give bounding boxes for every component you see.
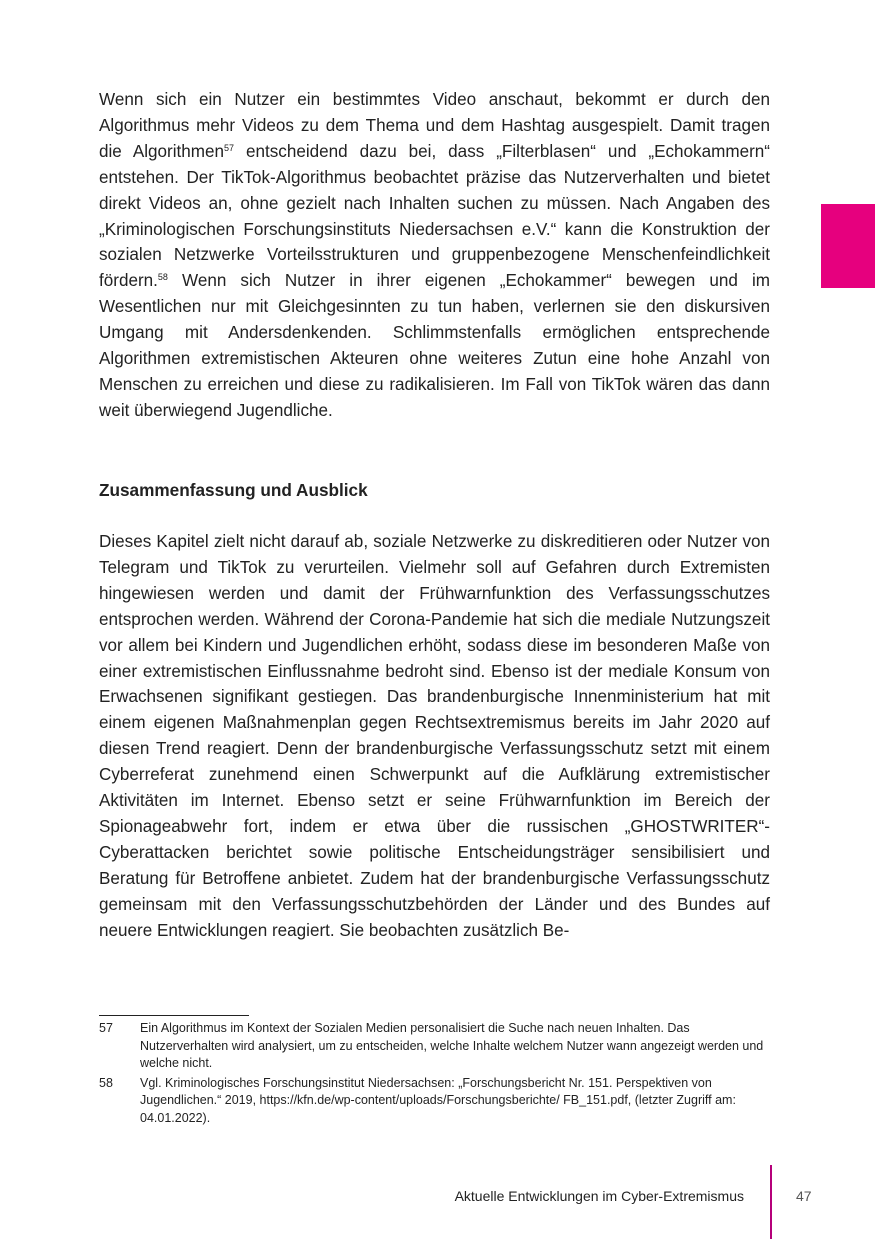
paragraph-1-part-2: entscheidend dazu bei, dass „Filterblasen“ und „Echokammern“ entstehen. Der TikTok-Algorithmus beobachtet präzise das Nutzerverhalten und bietet direkt Videos an, ohne gezielt nach Inhalten suchen zu müssen. Nach Angaben des „Kriminologischen Forschungsinstituts Niedersachsen e.V.“ kann die Konstruktion der sozialen Netzwerke Vorteilsstrukturen und gruppenbezogene Menschenfeindlichkeit fördern. [99,141,770,291]
footnote-number: 57 [99,1021,113,1035]
footnote-ref-58[interactable]: 58 [157,272,168,283]
paragraph-1-part-1: Wenn sich ein Nutzer ein bestimmtes Video anschaut, bekommt er durch den Algorithmus mehr Videos zu dem Thema und dem Hashtag ausgespielt. Damit tragen die Algorithmen [99,90,770,161]
page-number: 47 [796,1188,812,1204]
footnote-text: Vgl. Kriminologisches Forschungsinstitut Niedersachsen: „Forschungsbericht Nr. 151. Perspektiven von Jugendlichen.“ 2019, https://kfn.de/wp-content/uploads/Forschungsberichte/ FB_151.pdf, (letzter Zugriff am: 04.01.2022). [140,1075,736,1125]
body-paragraph-1 [99,87,770,424]
paragraph-1-part-3: Wenn sich Nutzer in ihrer eigenen „Echokammer“ bewegen und im Wesentlichen nur mit Gleichgesinnten zu tun haben, verlernen sie den diskursiven Umgang mit Andersdenkenden. Schlimmstenfalls ermöglichen entsprechende Algorithmen extremistischen Akteuren ohne weiteres Zutun eine hohe Anzahl von Menschen zu erreichen und diese zu radikalisieren. Im Fall von TikTok wären das dann weit überwiegend Jugendliche. [99,271,770,420]
footnote-57 [99,1020,779,1073]
body-paragraph-2: Dieses Kapitel zielt nicht darauf ab, soziale Netzwerke zu diskreditieren oder Nutzer von Telegram und TikTok zu verurteilen. Vielmehr soll auf Gefahren durch Extremisten hingewiesen werden und damit der Frühwarnfunktion des Verfassungsschutzes entsprochen werden. Während der Corona-Pandemie hat sich die mediale Nutzungszeit vor allem bei Kindern und Jugendlichen erhöht, sodass diese im besonderen Maße von einer extremistischen Einflussnahme bedroht sind. Ebenso ist der mediale Konsum von Erwachsenen signifikant gestiegen. Das brandenburgische Innenministerium hat mit einem eigenen Maßnahmenplan gegen Rechtsextremismus bereits im Jahr 2020 auf diesen Trend reagiert. Denn der brandenburgische Verfassungsschutz setzt mit einem Cyberreferat zunehmend einen Schwerpunkt auf die Aufklärung extremistischer Aktivitäten im Internet. Ebenso setzt er seine Frühwarnfunktion im Bereich der Spionageabwehr fort, indem er etwa über die russischen „GHOSTWRITER“-Cyberattacken berichtet sowie politische Entscheidungsträger sensibilisiert und Beratung für Betroffene anbietet. Zudem hat der brandenburgische Verfassungsschutz gemeinsam mit den Verfassungsschutzbehörden der Länder und des Bundes auf neuere Entwicklungen reagiert. Sie beobachten zusätzlich Be- [99,532,770,940]
running-title: Aktuelle Entwicklungen im Cyber-Extremismus [454,1188,744,1204]
footnote-text: Ein Algorithmus im Kontext der Sozialen Medien personalisiert die Suche nach neuen Inhalten. Das Nutzerverhalten wird analysiert, um zu entscheiden, welche Inhalte welchem Nutzer wann angezeigt werden und welche nicht. [140,1021,764,1071]
footnote-ref-57[interactable]: 57 [224,142,235,153]
footnotes [99,1020,779,1130]
footer-divider [770,1165,772,1239]
footnote-58 [99,1075,779,1128]
chapter-marker-tab [821,204,875,288]
footnote-number: 58 [99,1075,113,1090]
section-heading: Zusammenfassung und Ausblick [99,480,368,500]
footnote-separator [99,1015,249,1016]
